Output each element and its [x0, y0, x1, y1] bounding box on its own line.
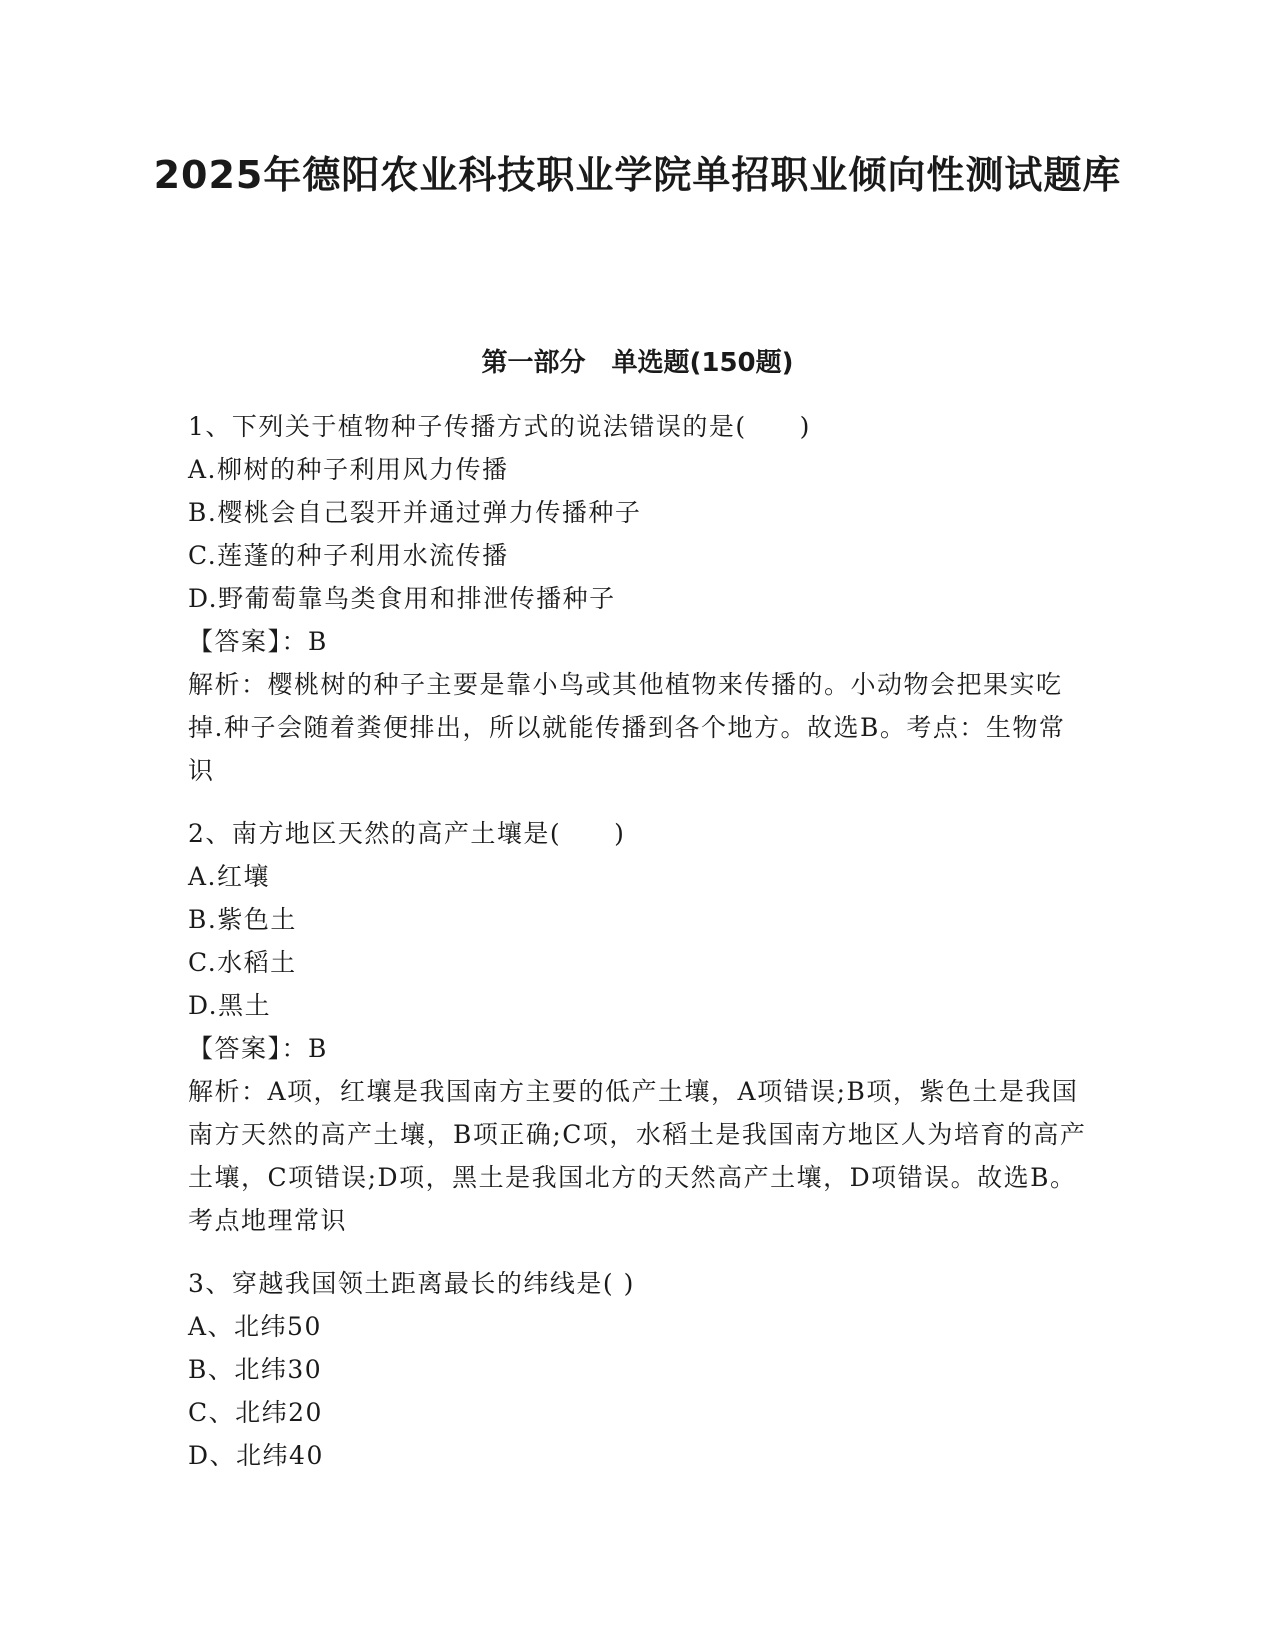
- document-title: 2025年德阳农业科技职业学院单招职业倾向性测试题库: [153, 153, 1122, 197]
- question-stem: 1、下列关于植物种子传播方式的说法错误的是( ): [188, 412, 811, 441]
- question-stem: 3、穿越我国领土距离最长的纬线是( ): [188, 1269, 635, 1298]
- option-a: A、北纬50: [188, 1312, 322, 1341]
- answer-label: 【答案】：B: [188, 1034, 328, 1063]
- explanation-text: 解析：A项，红壤是我国南方主要的低产土壤，A项错误;B项，紫色土是我国南方天然的高产土壤，B项正确;C项，水稻土是我国南方地区人为培育的高产土壤，C项错误;D项，黑土是我国北方的天然高产土壤，D项错误。故选B。考点地理常识: [188, 1077, 1087, 1235]
- option-c: C、北纬20: [188, 1398, 323, 1427]
- option-d: D、北纬40: [188, 1441, 324, 1470]
- option-c: C.莲蓬的种子利用水流传播: [188, 541, 509, 570]
- question-1: [188, 405, 1088, 792]
- question-list: [188, 405, 1088, 1497]
- answer-label: 【答案】：B: [188, 627, 328, 656]
- option-d: D.黑土: [188, 991, 272, 1020]
- question-3: [188, 1262, 1088, 1477]
- explanation-text: 解析：樱桃树的种子主要是靠小鸟或其他植物来传播的。小动物会把果实吃掉.种子会随着粪便排出，所以就能传播到各个地方。故选B。考点：生物常识: [188, 670, 1066, 785]
- option-b: B、北纬30: [188, 1355, 323, 1384]
- option-a: A.红壤: [188, 862, 271, 891]
- option-b: B.紫色土: [188, 905, 297, 934]
- question-2: [188, 812, 1088, 1242]
- option-a: A.柳树的种子利用风力传播: [188, 455, 509, 484]
- option-c: C.水稻土: [188, 948, 297, 977]
- question-stem: 2、南方地区天然的高产土壤是( ): [188, 819, 626, 848]
- option-b: B.樱桃会自己裂开并通过弹力传播种子: [188, 498, 642, 527]
- option-d: D.野葡萄靠鸟类食用和排泄传播种子: [188, 584, 616, 613]
- section-heading: 第一部分 单选题(150题): [481, 348, 794, 378]
